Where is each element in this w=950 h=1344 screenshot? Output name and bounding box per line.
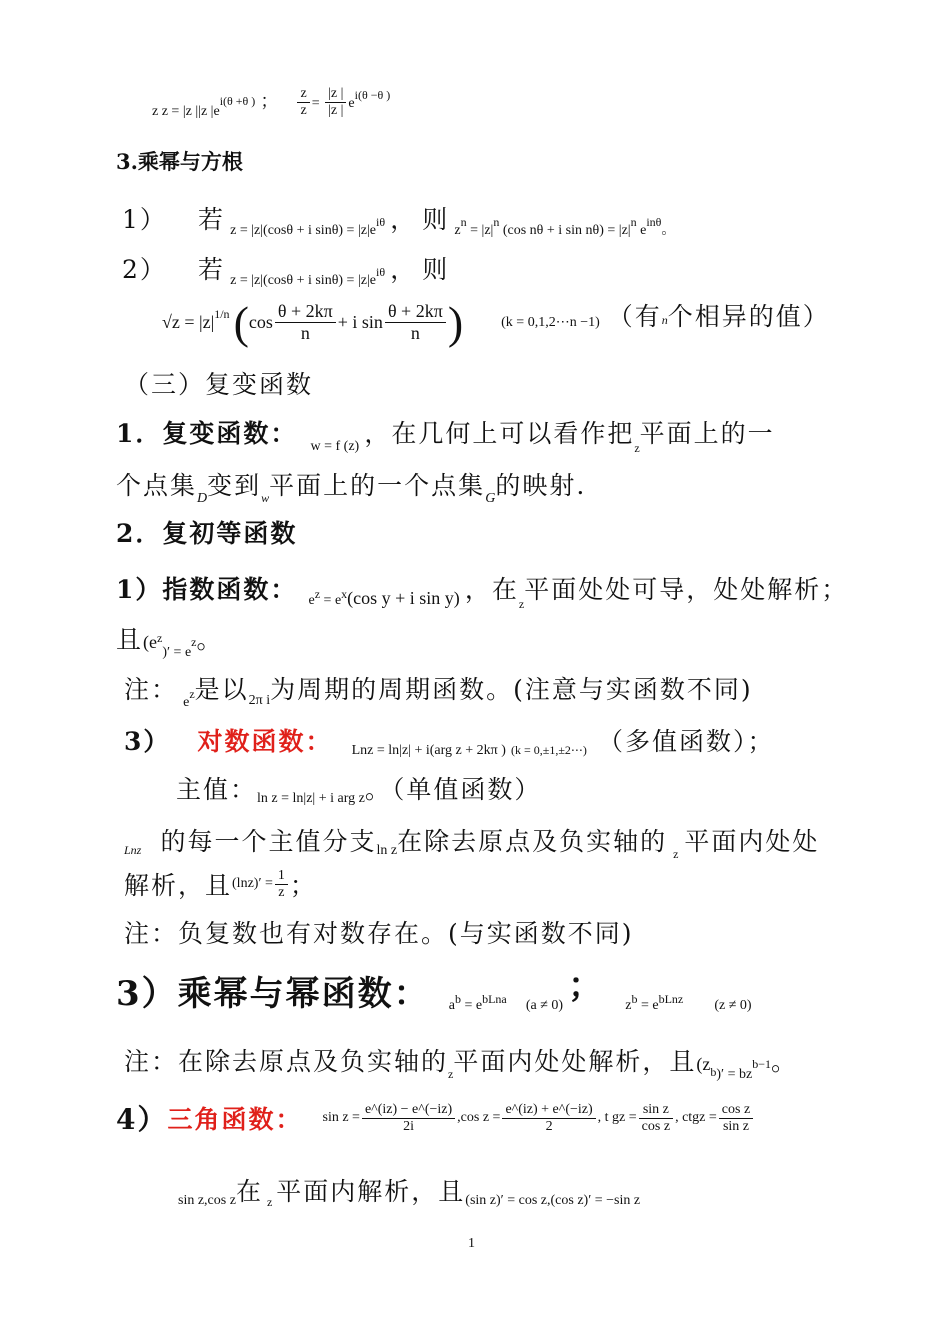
formula-product: z z = |z ||z |e [152,104,220,119]
fraction-cos: $\frac{e\^{}(iz) + e\^{}(-iz)}{2}$ [502,1102,595,1135]
complex-function-def: 1．复变函数： w = f (z) ，在几何上可以看作把$_z$平面上的一 [116,419,775,455]
note-negative-log: 注：负复数也有对数存在。(与实函数不同) [124,919,634,948]
item-1-power: 1） 若 z = |z|(cosθ + i sinθ) = |z|eiθ ， 则 zn = |z|n (cos nθ + i sin nθ) = |z|n einθ。 [122,205,676,238]
log-derivative: 解析，且 (lnz)′ = $\frac{1}{z}$ ； [124,867,317,900]
note-power-analytic: 注：在除去原点及负实轴的$_z$平面内处处解析，且$(z_b)' = bzb-1$。 [124,1047,798,1082]
trig-function: 4） 三角函数： sin z = $\frac{e\^{}(iz) - e\^{}(-iz)}{2i}$ ,cos z = $\frac{e\^{}(iz) + e\^{}(-iz)}{2}$ , t gz = $\frac{\text{sin z}}{\text{cos z}}$ , ctgz = $\frac{\text{cos z}}{\text{sin z}}$ [116,1098,755,1138]
item-2-root: 2） 若 z = |z|(cosθ + i sinθ) = |z|eiθ ， 则 [122,255,450,288]
log-principal: 主值：ln z = ln|z| + i arg z。（单值函数） [176,775,542,806]
fraction-sin: $\frac{\theta + 2k\pi}{n}$ [385,301,446,344]
formula-exp: ez = ex(cos y + i sin y) [308,587,460,608]
fraction-cos: $\frac{\theta + 2k\pi}{n}$ [275,301,336,344]
formula-polar: z = |z|(cosθ + i sinθ) = |z|e [230,223,376,238]
right-paren: ) [447,297,464,348]
fraction-tan: $\frac{\text{sin z}}{\text{cos z}}$ [639,1102,673,1135]
formula-quotient: $\frac{z}{z}$ [297,86,309,119]
formula-multiply-divide: z z = |z ||z |ei(θ +θ ) ； $\frac{z}{z}$ = $\frac{|z |}{|z |}$ $e^{i(\theta -\theta )}$ [152,86,391,119]
section-complex-functions: （三）复变函数 [124,370,314,399]
heading-elementary-functions: 2．复初等函数 [116,519,298,548]
exp-derivative: 且$(e^z)'$ = ez。 [116,625,224,660]
fraction-cot: $\frac{\text{cos z}}{\text{sin z}}$ [719,1102,753,1135]
formula-power-a: ab = ebLna [448,992,507,1013]
formula-power-z: zb = ebLnz [625,992,684,1013]
formula-product-exp: i(θ +θ ) [219,94,256,108]
formula-log: Lnz = ln|z| + i(arg z + 2kπ ) [351,743,506,758]
left-paren: ( [233,297,249,348]
log-function: 3） 对数函数： Lnz = ln|z| + i(arg z + 2kπ ) $_{(k = 0,\pm 1,\pm 2\cdots)}$ （多值函数）； [124,727,775,758]
page-number: 1 [468,1236,475,1251]
trig-derivative: sin z,cos z在 $_z$ 平面内解析，且(sin z)′ = cos z,(cos z)′ = −sin z [178,1177,641,1209]
power-function: 3）乘幂与幂函数： ab = ebLna (a ≠ 0) ； zb = ebLnz (z ≠ 0) [116,966,752,1014]
complex-function-def-cont: 个点集D变到$_w$平面上的一个点集G的映射. [116,471,587,506]
formula-quotient-modulus: $\frac{|z |}{|z |}$ [325,86,346,119]
note-periodic: 注： ez是以2π i为周期的周期函数。(注意与实函数不同) [124,675,753,710]
fraction-one-over-z: $\frac{1}{z}$ [275,868,288,901]
heading-power-root: 3.乘幂与方根 [116,149,243,174]
fraction-sin: $\frac{e\^{}(iz) - e\^{}(-iz)}{2i}$ [362,1102,455,1135]
formula-de-moivre: zn = |z|n (cos nθ + i sin nθ) = |z|n einθ。 [454,215,676,238]
formula-nth-root: √z = |z| 1/n ( cos $\frac{\theta + 2k\pi}{n}$ + i sin $\frac{\theta + 2k\pi}{n}$ ) (k = 0,1,2⋯n −1) （有 n 个相异的值） [162,297,830,348]
formula-polar-2: z = |z|(cosθ + i sinθ) = |z|e [230,273,376,288]
semicolon: ； [260,91,279,111]
exp-function: 1）指数函数： ez = ex(cos y + i sin y) ，在$_z$平面处处可导，处处解析； [116,575,849,611]
log-branch: $_{Lnz}$ 的每一个主值分支ln z在除去原点及负实轴的 $_z$ 平面内处处 [124,827,820,861]
